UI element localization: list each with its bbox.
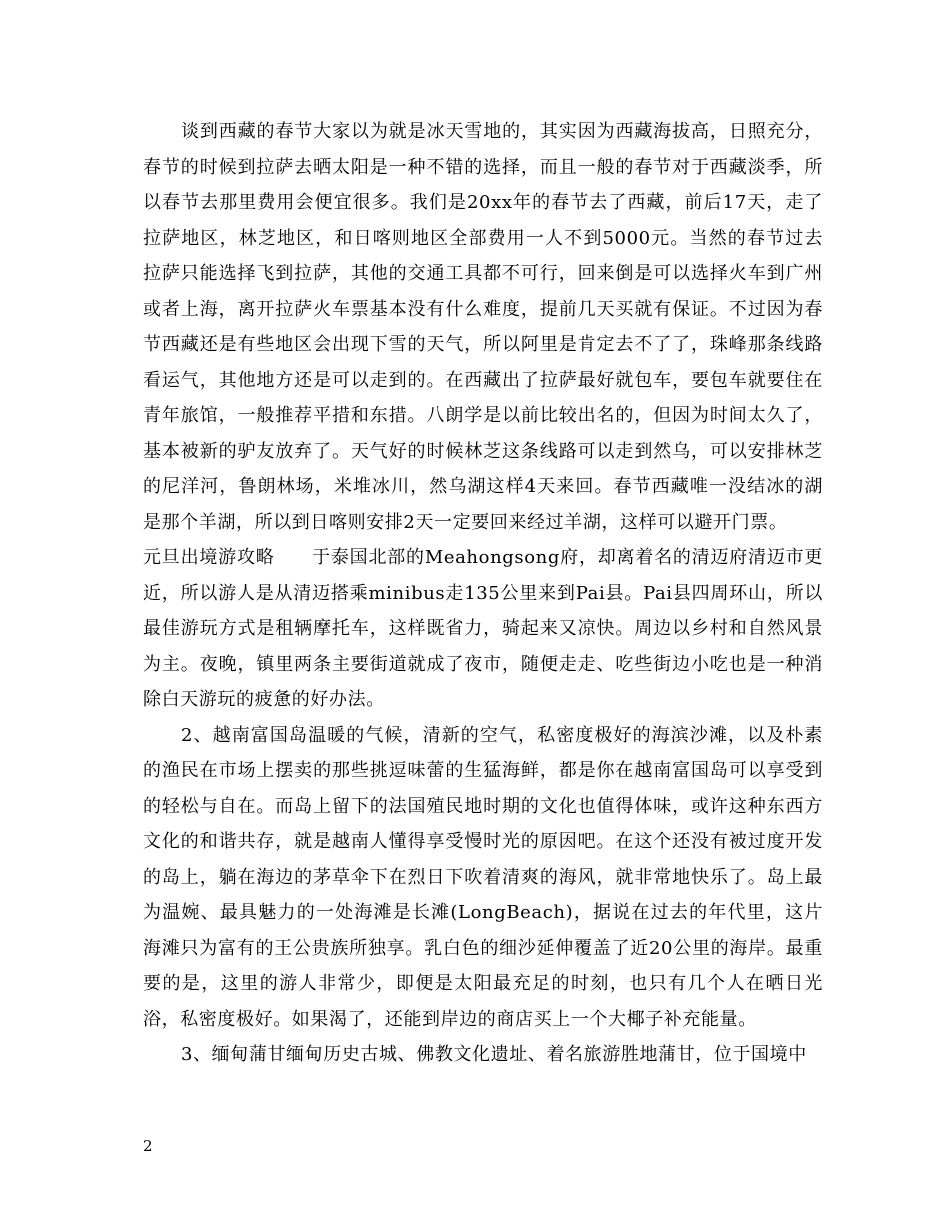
paragraph-tibet-spring-festival: 谈到西藏的春节大家以为就是冰天雪地的，其实因为西藏海拔高，日照充分，春节的时候到拉萨去晒太阳是一种不错的选择，而且一般的春节对于西藏淡季，所以春节去那里费用会便宜很多。我们是20xx年的春节去了西藏，前后17天，走了拉萨地区，林芝地区，和日喀则地区全部费用一人不到5000元。当然的春节过去拉萨只能选择飞到拉萨，其他的交通工具都不可行，回来倒是可以选择火车到广州或者上海，离开拉萨火车票基本没有什么难度，提前几天买就有保证。不过因为春节西藏还是有些地区会出现下雪的天气，所以阿里是肯定去不了了，珠峰那条线路看运气，其他地方还是可以走到的。在西藏出了拉萨最好就包车，要包车就要住在青年旅馆，一般推荐平措和东措。八朗学是以前比较出名的，但因为时间太久了，基本被新的驴友放弃了。天气好的时候林芝这条线路可以走到然乌，可以安排林芝的尼洋河，鲁朗林场，米堆冰川，然乌湖这样4天来回。春节西藏唯一没结冰的湖是那个羊湖，所以到日喀则安排2天一定要回来经过羊湖，这样可以避开门票。 [143, 121, 823, 533]
paragraph-new-year-pai: 元旦出境游攻略 于泰国北部的Meahongsong府，却离着名的清迈府清迈市更近，所以游人是从清迈搭乘minibus走135公里来到Pai县。Pai县四周环山，所以最佳游玩方式是租辆摩托车，这样既省力，骑起来又凉快。周边以乡村和自然风景为主。夜晚，镇里两条主要街道就成了夜市，随便走走、吃些街边小吃也是一种消除白天游玩的疲惫的好办法。 [143, 547, 823, 710]
paragraph-bagan: 3、缅甸蒲甘缅甸历史古城、佛教文化遗址、着名旅游胜地蒲甘，位于国境中 [181, 1044, 807, 1065]
page-number: 2 [143, 1137, 153, 1155]
paragraph-phu-quoc: 2、越南富国岛温暖的气候，清新的空气，私密度极好的海滨沙滩，以及朴素的渔民在市场上摆卖的那些挑逗味蕾的生猛海鲜，都是你在越南富国岛可以享受到的轻松与自在。而岛上留下的法国殖民地时期的文化也值得体味，或许这种东西方文化的和谐共存，就是越南人懂得享受慢时光的原因吧。在这个还没有被过度开发的岛上，躺在海边的茅草伞下在烈日下吹着清爽的海风，就非常地快乐了。岛上最为温婉、最具魅力的一处海滩是长滩(LongBeach)，据说在过去的年代里，这片海滩只为富有的王公贵族所独享。乳白色的细沙延伸覆盖了近20公里的海岸。最重要的是，这里的游人非常少，即便是太阳最充足的时刻，也只有几个人在晒日光浴，私密度极好。如果渴了，还能到岸边的商店买上一个大椰子补充能量。 [143, 724, 823, 1030]
document-body [143, 114, 823, 1073]
